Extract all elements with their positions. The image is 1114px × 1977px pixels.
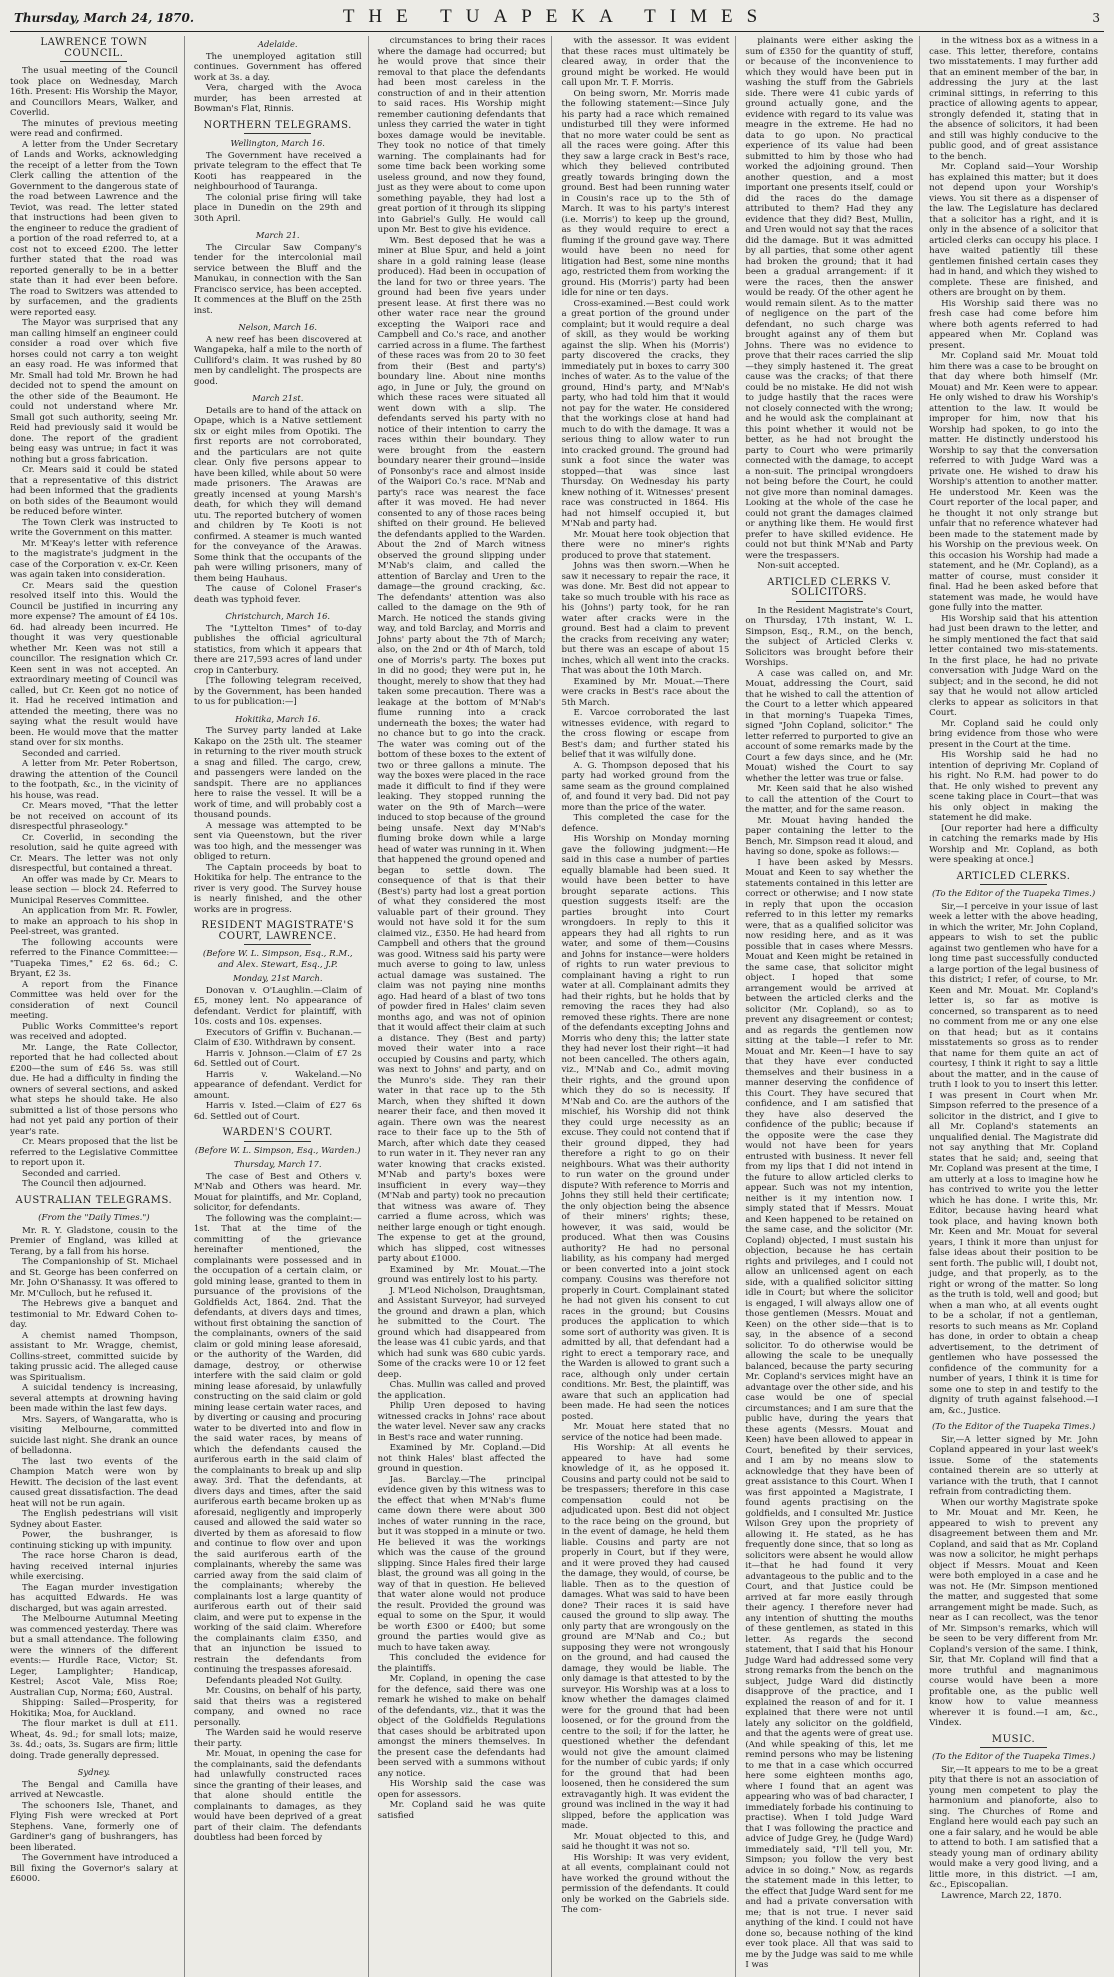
article-paragraph: In the Resident Magistrate's Court, on Thursday, 17th instant, W. L. Simpson, Esq., R.M., on the bench, the subject of Articled Clerks v. Solicitors was brought before their Worships. [745, 605, 914, 668]
article [378, 36, 546, 1821]
article-paragraph: Shipping: Sailed—Prosperity, for Hokitika; Moa, for Auckland. [10, 1698, 178, 1719]
article-paragraph: Cr. Mears said it could be stated that a representative of this district had been informed that the gradients on both sides of the Beaumont would be reduced before winter. [10, 465, 178, 517]
article-paragraph: Public Works Committee's report was received and adopted. [10, 1021, 178, 1042]
article-paragraph: Mr. Lange, the Rate Collector, reported that he had collected about £200—the sum of £46 5s. was still due. He had a difficulty in finding the owners of several sections, and asked what steps he should take. He also submitted a list of those persons who had not yet paid any portion of their year's rate. [10, 1042, 178, 1137]
article-paragraph: Cr. Mears said the question resolved itself into this. Would the Council be justified in incurring any more expense? The amount of £4 10s. 6d. had already been incurred. He thought it was very questionable whether Mr. Keen was not still a councillor. The resignation which Cr. Keen sent in was not accepted. An extraordinary meeting of Council was called, but Cr. Keen got no notice of it. Had he received intimation and attended the meeting, there was no saying what the result would have been. He would move that the matter stand over for six months. [10, 580, 178, 748]
article-paragraph: The Circular Saw Company's tender for the intercolonial mail service between the Bluff and the Manukau, in connection with the San Francisco service, has been accepted. It commences at the Bluff on the 25th inst. [193, 242, 362, 316]
article-paragraph: The schooners Isle, Thanet, and Flying Fish were wrecked at Port Stephens. Vane, formerly one of Gardiner's gang of bushrangers, has been liberated. [10, 1800, 178, 1853]
article-heading: NORTHERN TELEGRAMS. [203, 119, 352, 131]
article-paragraph: An application from Mr. R. Fowler, to make an approach to his shop in Peel-street, was granted. [10, 906, 178, 937]
article-paragraph: in the witness box as a witness in a case. This letter, therefore, contains two misstatements. I may further add that an eminent member of the bar, in addressing the jury at the last criminal sittings, in referring to this practice of allowing agents to appear, strongly defended it, stating that in the absence of solicitors, it had been and still was highly conducive to the public good, and of great assistance to the bench. [929, 36, 1098, 162]
article-paragraph: Cross-examined.—Best could work a great portion of the ground under complaint; but it would require a deal of skill, as they would be working against the slip. When his (Morris') party discovered the cracks, they immediately put in boxes to carry 300 inches of water. As to the value of the ground, Hind's party, and M'Nab's party, who had told him that it would not pay for the water. He considered that the workings close at hand had much to do with the damage. It was a serious thing to allow water to run into cracked ground. The ground had sunk a foot since the water was stopped—that was since last Thursday. On Wednesday his party knew nothing of it. Witnesses' present race was constructed in 1864. His had not himself occupied it, but M'Nab and party had. [561, 298, 730, 529]
article-paragraph: This concluded the evidence for the plaintiffs. [377, 1653, 546, 1674]
article-paragraph: A message was attempted to be sent via Queenstown, but the river was too high, and the messenger was obliged to return. [193, 820, 362, 862]
article [194, 393, 362, 605]
column-2 [194, 36, 369, 1977]
article-paragraph: Chas. Mullin was called and proved the application. [377, 1380, 546, 1401]
article-paragraph: The Mayor was surprised that any man calling himself an engineer could consider a road over which five horses could not carry a ton weight an easy road. He was informed that Mr. Small had told Mr. Brown he had decided not to spend the amount on the other side of the Beaumont. He could not understand where Mr. Small got such authority, seeing Mr. Reid had previously said it would be done. The report of the gradient being easy was untrue; in fact it was nothing but a gross fabrication. [10, 318, 178, 465]
article-paragraph: The Eagan murder investigation has acquitted Edwards. He was discharged, but was again arrested. [10, 1582, 178, 1614]
article-paragraph: The Companionship of St. Michael and St. George has been conferred on Mr. John O'Shanassy. It was offered to Mr. M'Culloch, but he refused it. [10, 1257, 178, 1299]
article-paragraph: His Worship: At all events he appeared to have had some knowledge of it, as he opposed it. Cousins and party could not be said to be trespassers; therefore in this case compensation could not be adjudicated upon. Best did not object to the race being on the ground, but in the event of damage, he held them liable. Cousins and party are not properly in Court, but if they were, and it were proved they had caused the damage, they would, of course, be liable. Then as to the question of damages. What was said to have been done? Their races it is said have caused the ground to slip away. The only party that are wrongously on the ground are M'Nab and Co.; but supposing they were not wrongously on the ground, and had caused the damage, they would be liable. The only damage is that attested to by the surveyor. His Worship was at a loss to know whether the damages claimed were for the ground that had been loosened, or for the ground from the centre to the soil; if for the latter, he questioned whether the defendant would not give the amount claimed for the number of cubic yards; if only for the ground that had been loosened, then he considered the sum extravagantly high. It was evident the ground was inclined in the way it had slipped, before the application was made. [561, 1443, 730, 1831]
article-paragraph: Harris v. Johnson.—Claim of £7 2s 6d. Settled out of Court. [193, 1048, 362, 1069]
article-paragraph: The "Lyttelton Times" of to-day publishes the official agricultural statistics, from which it appears that there are 217,593 acres of land under crop in Canterbury. [193, 623, 362, 676]
article-paragraph: Sir,—I perceive in your issue of last week a letter with the above heading, in which the writer, Mr. John Copland, appears to wish to set the public against two gentlemen who have for a long time past successfully conducted a large portion of the legal business of this district; I refer, of course, to Mr. Keen and Mr. Mouat. Mr. Copland's letter is, so far as motive is concerned, so transparent as to need no comment from me or any one else on that head; but as it contains misstatements so gross as to render that name for them quite an act of courtesy, I think it right to say a little about the matter, and in the cause of truth I look to you to insert this letter. I was present in Court when Mr. Simpson referred to the presence of a solicitor in the district, and I give to all Mr. Copland's statements an unqualified denial. The Magistrate did not say anything that Mr. Copland states that he said; and, seeing that Mr. Copland was present at the time, I am utterly at a loss to imagine how he has contrived to write you the letter which he has done. I write this, Mr. Editor, because having heard what took place, and having known both Mr. Keen and Mr. Mouat for several years, I think it more than unjust for false ideas about their position to be sent forth. The public will, I doubt not, judge, and that properly, as to the right or wrong of the matter. So long as the truth is told, well and good; but when a man who, at all events ought to be a scholar, if not a gentleman, resorts to such means as Mr. Copland has done, in order to obtain a cheap advertisement, to the detriment of gentlemen who have possessed the confidence of the community for a number of years, I think it is time for some one to step in and testify to the dignity of truth against falsehood.—I am, &c., Justice. [929, 901, 1098, 1416]
heading-rule [796, 601, 863, 602]
article-paragraph: Johns was then sworn.—When he saw it necessary to repair the race, it was done. Mr. Best did not appear to take so much trouble with his race as his (Johns') party took, for he ran water after cracks were in the ground. Best had a claim to prevent the cracks from receiving any water; but there was an escape of about 15 inches, which all went into the cracks. That was about the 10th March. [561, 561, 730, 676]
article [194, 714, 362, 916]
article-heading: MUSIC. [991, 1733, 1036, 1745]
article-dateline: March 21st. [252, 393, 304, 403]
article-paragraph: The unemployed agitation still continues. Government has offered work at 3s. a day. [193, 51, 362, 83]
article-paragraph: Mr. Copland said he was quite satisfied [377, 1800, 546, 1821]
article-paragraph: His Worship: It was very evident, at all events, complainant could not have worked the ground without the permission of the defendants. It could only be worked on the Gabriels side. The com- [561, 1852, 730, 1915]
article-columns [10, 36, 1104, 1970]
article-paragraph: [The following telegram received, by the Government, has been handed to us for publication:—] [193, 676, 362, 707]
article [561, 36, 729, 1916]
article [10, 1767, 178, 1885]
article-paragraph: Mr. Mouat here took objection that there were no miner's rights produced to prove that statement. [561, 529, 730, 561]
article-paragraph: The usual meeting of the Council took place on Wednesday, March 16th. Present: His Worship the Mayor, and Councillors Mears, Walker, and Coverlid. [10, 66, 178, 118]
article-paragraph: Sir,—It appears to me to be a great pity that there is not an association of young men competent to play the harmonium and pianoforte, also to sing. The Churches of Rome and England here would each pay such an one a fair salary, and he would be able to attend to both. I am satisfied that a steady young man of ordinary ability would make a very good living, and a little more, in this district. —I am, &c., Episcopalian. [929, 1764, 1098, 1890]
article-heading: WARDEN'S COURT. [222, 1127, 333, 1138]
article-paragraph: Power, the bushranger, is continuing sticking up with impunity. [10, 1530, 178, 1551]
article-paragraph: The Bengal and Camilla have arrived at Newcastle. [10, 1779, 178, 1800]
article-paragraph: Mrs. Sayers, of Wangaratta, who is visiting Melbourne, committed suicide last night. She drank an ounce of belladonna. [10, 1414, 178, 1456]
article-paragraph: circumstances to bring their races where the damage had occurred; but he would prove that since their removal to that place the defendants had been most careless in the construction of and in their attention to said races. His Worship might remember cautioning defendants that unless they carried the water in tight boxes damage would be inevitable. They took no notice of that timely warning. The complainants had for some time back been working some useless ground, and now they found, just as they were about to come upon something payable, they had lost a great portion of it through its slipping into Gabriel's Gully. He would call upon Mr. Best to give his evidence. [377, 36, 546, 235]
article-paragraph: His Worship said he had no intention of depriving Mr. Copland of his right. No R.M. had power to do that. He only wished to prevent any scene taking place in Court—that was his only object in making the statement he did make. [929, 750, 1098, 823]
article-paragraph: Cr. Mears moved, "That the letter be not received on account of its disrespectful phraseology." [10, 801, 178, 832]
article-paragraph: Wm. Best deposed that he was a miner at Blue Spur, and held a joint share in a gold raining lease (lease produced). Had been in occupation of the land for two or three years. The ground had been five years under present lease. At first there was no other water race near the ground excepting the Waipori race and Campbell and Co.'s race, and another carried across in a flume. The farthest of these races was from 20 to 30 feet from their (Best and party's) boundary line. About nine months ago, in June or July, the ground on which these races were situated all went down with a slip. The defendants served his party with no notice of their intention to carry the races within their boundary. They were brought from the eastern boundary nearer their ground—inside of Ponsonby's race and almost inside of the Waipori Co.'s race. M'Nab and party's race was nearest the face after it was moved. He had never consented to any of those races being shifted on their ground. He believed the defendants applied to the Warden. About the 2nd of March witness observed the ground slipping under M'Nab's claim, and called the attention of Barclay and Uren to the damage—the ground cracking, &c. The defendants' attention was also called to the damage on the 9th of March. He noticed the stands giving way, and told Barclay, and Morris and Johns' party about the 7th of March; also, on the 2nd or 4th of March, told one of Morris's party. The boxes put in did no good; they were put in, he thought, merely to show that they had taken some precaution. There was a leakage at the bottom of M'Nab's flume running into a crack underneath the boxes; the water had no chance but to go into the crack. The water was coming out of the bottom of these boxes to the extent of two or three gallons a minute. The way the boxes were placed in the race made it difficult to find if they were leaking. They stopped running the water on the 9th of March—were induced to stop because of the ground being unsafe. Next day M'Nab's fluming broke down while a large head of water was running in it. When that happened the ground opened and began to settle down. The consequence of that is that their (Best's) party had lost a great portion of what they considered the most valuable part of their ground. They would not have sold it for the sum claimed viz., £350. He had heard from Campbell and others that the ground was good. Witness said his party were much averse to going to law, unless actual damage was sustained. The claim was not paying nine months ago. Had heard of a blast of two tons of powder fired in Hales' claim seven months ago, and was not of opinion that it would affect their claim at such a distance. They (Best and party) moved their water into a race occupied by Cousins and party, which was next to Johns' and party, and on the Munro's side. They ran their water in that race up to the 5th March, when they shifted it down nearer their face, and then moved it again. There own was the nearest race to their face up to the 5th of March, after which date they ceased to run water in it. They never ran any water knowing that cracks existed. M'Nab and party's boxes were insufficient in every way—they (M'Nab and party) took no precaution that witness was aware of. They carried a flume across, which was neither large enough or tight enough. The expense to get at the ground, which has slipped, cost witnesses party about £1000. [377, 235, 546, 1264]
article-paragraph: Examined by Mr. Copland.—Did not think Hales' blast affected the ground in question. [377, 1443, 546, 1474]
article-heading: LAWRENCE TOWN COUNCIL. [40, 37, 148, 59]
article-paragraph: This completed the case for the defence. [561, 813, 730, 834]
article-paragraph: with the assessor. It was evident that these races must ultimately be cleared away, in order that the ground might be worked. He would call upon Mr. T. F. Morris. [561, 36, 730, 88]
article-paragraph: The Captain proceeds by boat to Hokitika for help. The entrance to the river is very good. The Survey house is nearly finished, and the other works are in progress. [193, 862, 362, 915]
article-subheading: (To the Editor of the Tuapeka Times.) [931, 1422, 1096, 1432]
article-paragraph: plainants were either asking the sum of £350 for the quantity of stuff, or because of the inconvenience to which they would have been put in washing the stuff from the Gabriels side. There were 41 cubic yards of ground actually gone, and the evidence with regard to its value was meagre in the extreme. He had no data to go upon. No practical experience of its value had been submitted to him by those who had worked the adjoining ground. Then another question, and a most important one presents itself, could or did the races do the damage attributed to them? Had they any evidence that they did? Best, Mullin, and Uren would not say that the races did the damage. But it was admitted by all parties, that some other agent had broken the ground; that it had been a gradual arrangement: if it were the races, then the answer would be ready. Of the other agent he would remain silent. As to the matter of negligence on the part of the defendant, no such charge was brought against any of them but Johns. There was no evidence to prove that their races carried the slip—they simply hastened it. The great cause was the cracks; of that there could be no mistake. He did not wish to judge hastily that the races were not closely connected with the wrong; and he would ask the complainant at this point whether it would not be better, as he had not brought the party to Court who were primarily connected with the damage, to accept a non-suit. The principal wrongdoers not being before the Court, he could not give more than nominal damages. Looking at the whole of the case he could not grant the damages claimed or anything like them. He would first prefer to have skilled evidence. He could not but think M'Nab and Party were the trespassers. [745, 36, 914, 561]
article-paragraph: A new reef has been discovered at Wangapeka, half a mile to the north of Culliford's claim. It was rushed by 80 men by candlelight. The prospects are good. [193, 334, 362, 387]
article-paragraph: The race horse Charon is dead, having received internal injuries while exercising. [10, 1551, 178, 1582]
article-paragraph: Cr. Mears proposed that the list be referred to the Legislative Committee to report upon it. [10, 1137, 178, 1168]
article-paragraph: A case was called on, and Mr. Mouat, addressing the Court, said that he wished to call the attention of the Court to a letter which appeared in that morning's Tuapeka Times, signed "John Copland, solicitor." The letter referred to purported to give an account of some remarks made by the Court a few days since, and he (Mr. Mouat) wished the Court to say whether the letter was true or false. [745, 668, 914, 784]
article [194, 322, 362, 387]
article [194, 121, 362, 225]
article-paragraph: The Government have received a private telegram to the effect that Te Kooti has reappeared in the neighbourhood of Tauranga. [193, 150, 362, 192]
article-paragraph: Harris v. Isted.—Claim of £27 6s 6d. Settled out of Court. [193, 1101, 362, 1122]
heading-rule [244, 1141, 311, 1142]
article-paragraph: The following was the complaint:—1st. That at the time of the committing of the grievance hereinafter mentioned, the complainants were possessed and in the occupation of a certain claim, or gold mining lease, granted to them in pursuance of the provisions of the Goldfields Act, 1864. 2nd. That the defendants, at divers days and times, without first obtaining the sanction of the complainants, owners of the said claim or gold mining lease aforesaid, or the authority of the Warden, did damage, destroy, or otherwise interfere with the said claim or gold mining lease aforesaid, by unlawfully constructing on the said claim or gold mining lease certain water races, and by diverting or causing and procuring water to be diverted into and flow in the said water races, by means of which the defendants caused the auriferous earth in the said claim of the complainants to break up and slip away. 3rd. That the defendants, at divers days and times, after the said auriferous earth became broken up as aforesaid, negligently and improperly caused and allowed the said water so diverted by them as aforesaid to flow and continue to flow over and upon the said auriferous earth of the complainants, whereby the same was carried away from the said claim of the complainants; whereby the complainants lost a large quantity of auriferous earth out of their said claim, and were put to expense in the working of the said claim. Wherefore the complainants claim £350, and that an injunction be issued to restrain the defendants from continuing the trespasses aforesaid. [193, 1213, 362, 1675]
article-paragraph: Mr. Mouat here stated that no service of the notice had been made. [561, 1422, 730, 1443]
article-paragraph: Seconded and carried. [22, 748, 121, 759]
article [745, 36, 913, 572]
article-paragraph: The Survey party landed at Lake Kakapo on the 25th ult. The steamer in returning to the river mouth struck a snag and filled. The cargo, crew, and passengers were landed on the sandspit. There are no appliances here to raise the vessel. It will be a work of time, and will probably cost a thousand pounds. [193, 726, 362, 820]
article [10, 38, 178, 1190]
article-paragraph: The flour market is dull at £11. Wheat, 4s. 9d.; for small lots; maize, 3s. 4d.; oats, 3s. Sugars are firm; little doing. Trade generally depressed. [10, 1719, 178, 1761]
article-paragraph: The colonial prise firing will take place in Dunedin on the 29th and 30th April. [193, 192, 362, 224]
article-paragraph: On being sworn, Mr. Morris made the following statement:—Since July his party had a race which remained undisturbed till they were informed that no more water could be sent as all the races were going. After this they saw a large crack in Best's race, which they believed contributed greatly towards bringing down the ground. Best had been running water in Cousin's race up to the 5th of March. It was to his party's interest (i.e. Morris') to keep up the ground, as they would require to erect a fluming if the ground gave way. There would have been no need for litigation had Best, some nine months ago, restricted them from working the ground. His (Morris') party had been idle for nine or ten days. [561, 88, 730, 298]
article-paragraph: I have been asked by Messrs. Mouat and Keen to say whether the statements contained in this letter are correct or otherwise; and I now state in reply that upon the occasion referred to in this letter my remarks were, that as a qualified solicitor was now residing here, and as it was possible that in cases where Messrs. Mouat and Keen might be retained in the same case, that solicitor might object. I hoped that some arrangement would be arrived at between the articled clerks and the solicitor (Mr. Copland), so as to prevent any disagreement or contest; and as regards the gentlemen now sitting at the table—I refer to Mr. Mouat and Mr. Keen—I have to say that they have ever conducted themselves and their business in a manner deserving the confidence of this Court. They have secured that confidence, and I am satisfied that they have also deserved the confidence of the public; because if the opposite were the case they would not have been for years entrusted with business. It never fell from my lips that I did not intend in the future to allow articled clerks to appear. Such was not my intention, neither is it my intention now. I simply stated that if Messrs. Mouat and Keen happened to be retained on the same case, and the solicitor (Mr. Copland) objected, I must sustain his objection, because he has certain rights and privileges, and I could not allow an unlicensed agent on each side, with a qualified solicitor sitting idle in Court; but where the solicitor is engaged, I will always allow one of those gentlemen (Messrs. Mouat and Keen) on the other side—that is to say, in the absence of a second solicitor. To do otherwise would be allowing the scale to be unequally balanced, because the party securing Mr. Copland's services might have an advantage over the other side, and his case would be one of special circumstances; and I am sure that the public have, during the years that these agents (Messrs. Mouat and Keen) have been allowed to appear in Court, benefited by their services, and I am by no means slow to acknowledge that they have been of great assistance to this Court. When I was first appointed a Magistrate, I found agents practising on the goldfields, and I consulted Mr. Justice Wilson Grey upon the propriety of allowing it. He stated, as he has frequently done since, that so long as solicitors were absent he would allow it—that he had found it very advantageous to the public and to the Court, and that Justice could be arrived at far more easily through their agency. I therefore never had any intention of shutting the mouths of these gentlemen, as stated in this letter. As regards the second statement, that I said that his Honour Judge Ward had addressed some very strong remarks from the bench on the subject, Judge Ward did distinctly disapprove of the practice, and I explained the reason of and for it. I explained that there were not until lately any solicitor on the goldfield, and that the agents were of great use. (And while speaking of this, let me remind persons who may be listening to me that in a case which occurred here some eighteen months ago, where I found that an agent was appearing who was of bad character, I immediately forbade his continuing to practise). When I told Judge Ward that I was following the practice and advice of Judge Grey, he (Judge Ward) immediately said, "I'll tell you, Mr. Simpson; you follow the very best advice in so doing." Now, as regards the statement made in this letter, to the effect that Judge Ward sent for me and had a private conversation with me; that is not true. I never said anything of the kind. I could not have done so, because nothing of the kind ever took place. All that was said to me by the Judge was said to me while I was [745, 857, 914, 1970]
article-paragraph: E. Varcoe corroborated the last witnesses evidence, with regard to the cross flowing or escape from Best's dam; and further stated his belief that it was wilfully done. [561, 708, 730, 760]
article-paragraph: Seconded and carried. [22, 1168, 121, 1179]
article-dateline: Monday, 21st March. [232, 973, 323, 983]
column-1 [10, 36, 185, 1977]
article-subheading: (To the Editor of the Tuapeka Times.) [931, 1752, 1096, 1762]
column-5 [745, 36, 920, 1977]
article-subheading: (Before W. L. Simpson, Esq., R.M., and Alex. Stewart, Esq., J.P. [202, 949, 353, 970]
article-paragraph: Mr. Copland said—Your Worship has explained this matter; but it does not depend upon your Worship's views. You sit there as a dispenser of the law. The Legislature has declared that a solicitor has a right, and it is only in the absence of a solicitor that articled clerks can occupy his place. I have waited patiently till these gentlemen finished certain cases they had in hand, and which they wished to complete. These are finished, and others are brought on by them. [929, 162, 1098, 298]
article-dateline: Adelaide. [257, 39, 298, 49]
article-paragraph: The English pedestrians will visit Sydney about Easter. [10, 1509, 178, 1530]
article-dateline: Thursday, March 17. [233, 1159, 322, 1169]
article-paragraph: His Worship said the case was open for assessors. [377, 1779, 546, 1800]
article [194, 921, 362, 1122]
article-paragraph: Sir,—A letter signed by Mr. John Copland appeared in your last week's issue. Some of the statements contained therein are so utterly at variance with the truth, that I cannot refrain from contradicting them. [929, 1434, 1098, 1497]
article-paragraph: Non-suit accepted. [757, 561, 840, 571]
page-number: 3 [1092, 11, 1100, 25]
article-paragraph: A. G. Thompson deposed that his party had worked ground from the same seam as the ground complained of, and found it very bad. Did not pay more than the price of the water. [561, 760, 730, 813]
article-paragraph: Lawrence, March 22, 1870. [941, 1890, 1062, 1901]
article-dateline: Wellington, March 16. [230, 138, 325, 148]
article-paragraph: The Council then adjourned. [22, 1179, 147, 1189]
article-paragraph: Jas. Barclay.—The principal evidence given by this witness was to the effect that when M'Nab's flume came down there were about 300 inches of water running in the race, but it was stopped in a minute or two. He believed it was the workings which was the cause of the ground slipping. Since Hales fired their large blast, the ground was all going in the way of that in question. He believed that water alone would not produce the result. Provided the ground was equal to some on the Spur, it would be worth £300 or £400; but some ground the parties would give as much to have taken away. [377, 1474, 546, 1653]
article-paragraph: Harris v. Wakeland.—No appearance of defendant. Verdict for amount. [193, 1069, 362, 1101]
article [745, 578, 913, 1971]
article-paragraph: Mr. Mouat having handed the paper containing the letter to the Bench, Mr. Simpson read it aloud, and having so done, spoke as follows:— [745, 815, 914, 857]
article-subheading: (From the "Daily Times.") [38, 1213, 150, 1223]
article-dateline: Nelson, March 16. [238, 322, 318, 332]
article-paragraph: The cause of Colonel Fraser's death was typhoid fever. [193, 584, 362, 605]
article-paragraph: His Worship said that his attention had just been drawn to the letter, and he simply mentioned the fact that said letter contained two mis-statements. In the first place, he had no private conversation with Judge Ward on the subject; and in the second, he did not say that he would not allow articled clerks to appear as solicitors in that Court. [929, 613, 1098, 718]
article [929, 36, 1098, 866]
article [194, 230, 362, 316]
article-paragraph: The Melbourne Autumnal Meeting was commenced yesterday. There was but a small attendance. The following were the winners of the different events:— Hurdle Race, Victor; St. Leger, Lamplighter; Handicap, Kestrel; Ascot Vale, Miss Roe; Australian Cup, Norma; £60, Austral. [10, 1614, 178, 1698]
article-paragraph: The Government have introduced a Bill fixing the Governor's salary at £6000. [10, 1853, 178, 1884]
article-paragraph: J. M'Leod Nicholson, Draughtsman, and Assistant Surveyor, had surveyed the ground and drawn a plan, which he submitted to the Court. The ground which had disappeared from the lease was 41 cubic yards, and that which had sunk was 680 cubic yards. Some of the cracks were 10 or 12 feet deep. [377, 1285, 546, 1380]
article-paragraph: The Warden said he would reserve their party. [193, 1728, 362, 1749]
article-paragraph: Mr. Mouat objected to this, and said he thought it was not so. [561, 1831, 730, 1852]
article-paragraph: Donovan v. O'Laughlin.—Claim of £5, money lent. No appearance of defendant. Verdict for plaintiff, with 10s. costs and 10s. expenses. [193, 985, 362, 1027]
article-dateline: Hokitika, March 16. [235, 713, 321, 724]
article-heading: ARTICLED CLERKS. [956, 870, 1071, 882]
article-paragraph: Mr. Copland said Mr. Mouat told him there was a case to be brought on that day where both himself (Mr. Mouat) and Mr. Keen were to appear. He only wished to draw his Worship's attention to the law. It would be improper for him, now that his Worship had spoken, to go into the matter. He distinctly understood his Worship to say that the conversation referred to with Judge Ward was a private one. He wished to draw his Worship's attention to another matter. He understood Mr. Keen was the Court reporter of the local paper, and he thought it not only strange but unfair that no reference whatever had been made to the statement made by his Worship on the previous week. On this occasion his Worship had made a statement, and he (Mr. Copland), as a matter of course, must consider it final. Had he been asked before that statement was made, he would have gone fully into the matter. [929, 351, 1098, 613]
article-paragraph: Examined by Mr. Mouat.—The ground was entirely lost to his party. [377, 1264, 546, 1285]
masthead [10, 6, 1104, 32]
article-dateline: Christchurch, March 16. [225, 611, 331, 621]
article-heading: ARTICLED CLERKS V. SOLICITORS. [767, 576, 892, 598]
article-paragraph: Vera, charged with the Avoca murder, has been arrested at Bowman's Flat, Rinnis. [193, 83, 362, 114]
article [194, 1128, 362, 1844]
article-paragraph: Executors of Griffin v. Buchanan.—Claim of £30. Withdrawn by consent. [193, 1027, 362, 1048]
article [194, 611, 362, 708]
article [929, 1422, 1098, 1729]
article-paragraph: An offer was made by Cr. Mears to lease section — block 24. Referred to Municipal Reserves Committee. [10, 874, 178, 906]
article-dateline: Sydney. [77, 1767, 111, 1777]
article-paragraph: A report from the Finance Committee was held over for the consideration of next Council meeting. [10, 979, 178, 1021]
article-paragraph: The following accounts were referred to the Finance Committee:— "Tuapeka Times," £2 6s. 6d.; C. Bryant, £2 3s. [10, 937, 178, 979]
article-subheading: (To the Editor of the Tuapeka Times.) [931, 889, 1096, 899]
article-paragraph: Philip Uren deposed to having witnessed cracks in Johns' race about the water level. Never saw any cracks in Best's race and water running. [377, 1401, 546, 1443]
article-paragraph: Defendants pleaded Not Guilty. [205, 1675, 343, 1686]
article-paragraph: A suicidal tendency is increasing, several attempts at drowning having been made within the last few days. [10, 1383, 178, 1414]
article [929, 872, 1098, 1417]
heading-rule [980, 884, 1048, 885]
article [10, 1196, 178, 1762]
article-paragraph: Details are to hand of the attack on Opape, which is a Native settlement six or eight miles from Opotiki. The first reports are not corroborated, and the particulars are not quite clear. Only five persons appear to have been killed, while about 50 were made prisoners. The Arawas are greatly incensed at young Marsh's death, for which they will demand utu. The reported butchery of women and children by Te Kooti is not confirmed. A steamer is much wanted for the conveyance of the Arawas. Some think that the occupants of the pah were willing prisoners, many of them being Hauhaus. [193, 405, 362, 584]
column-3 [378, 36, 553, 1977]
article-paragraph: Mr. M'Keay's letter with reference to the magistrate's judgment in the case of the Corporation v. ex-Cr. Keen was again taken into consideration. [10, 538, 178, 580]
article-paragraph: The Town Clerk was instructed to write the Government on this matter. [10, 517, 178, 538]
article-paragraph: Cr. Coverlid, in seconding the resolution, said he quite agreed with Cr. Mears. The letter was not only disrespectful, but contained a threat. [10, 832, 178, 874]
article [194, 39, 362, 115]
issue-date: Thursday, March 24, 1870. [14, 11, 195, 25]
column-4 [561, 36, 736, 1977]
article-paragraph: Examined by Mr. Mouat.—There were cracks in Best's race about the 5th March. [561, 676, 730, 708]
article-paragraph: The last two events of the Champion Match were won by Hewitt. The decision of the last event caused great dissatisfaction. The dead heat will not be run again. [10, 1456, 178, 1509]
article-paragraph: A letter from the Under Secretary of Lands and Works, acknowledging the receipt of a letter from the Town Clerk calling the attention of the Government to the dangerous state of the road between Lawrence and the Teviot, was read. The letter stated that instructions had been given to the engineer to reduce the gradient of a portion of the road referred to, at a cost not to exceed £200. The letter further stated that the road was reported generally to be in a better state than it had ever been before. The road to Switzers was attended to by surfacemen, and the gradients were reported easy. [10, 139, 178, 318]
article-paragraph: When our worthy Magistrate spoke to Mr. Mouat and Mr. Keen, he appeared to wish to prevent any disagreement between them and Mr. Copland, and said that as Mr. Copland was now a solicitor, he might perhaps object if Messrs. Mouat and Keen were both employed in a case and he was not. He (Mr. Simpson mentioned the matter, and suggested that some arrangement might be made. Such, as near as I can recollect, was the tenor of Mr. Simpson's remarks, which will be seen to be very different from Mr. Copland's version of the same. I think, Sir, that Mr. Copland will find that a more truthful and magnanimous course would have been a more profitable one, as the public well know how to value meanness wherever it is found.—I am, &c., Vindex. [929, 1497, 1098, 1728]
article-paragraph: A letter from Mr. Peter Robertson, drawing the attention of the Council to the footpath, &c., in the vicinity of his house, was read. [10, 759, 178, 801]
article-paragraph: The case of Best and Others v. M'Nab and Others was heard. Mr. Mouat for plaintiffs, and Mr. Copland, solicitor, for defendants. [193, 1171, 362, 1213]
article-paragraph: Mr. Cousins, on behalf of his party, said that theirs was a registered company, and owned no race personally. [193, 1686, 362, 1728]
heading-rule [244, 133, 311, 134]
article-paragraph: [Our reporter had here a difficulty in catching the remarks made by His Worship and Mr. Copland, as both were speaking at once.] [929, 823, 1098, 865]
article [929, 1735, 1098, 1902]
column-6 [929, 36, 1104, 1977]
article-paragraph: Mr. Mouat, in opening the case for the complainants, said the defendants had unlawfully constructed races since the granting of their leases, and that alone should entitle the complainants to damages, as they would have been deprived of a great part of their claim. The defendants doubtless had been forced by [193, 1749, 362, 1843]
article-paragraph: A chemist named Thompson, assistant to Mr. Wragge, chemist, Collins-street, committed suicide by taking prussic acid. The alleged cause was Spiritualism. [10, 1330, 178, 1383]
article-paragraph: The Hebrews give a banquet and testimonial to Mr. Edward Cohen to-day. [10, 1299, 178, 1330]
article-subheading: (Before W. L. Simpson, Esq., Warden.) [194, 1145, 361, 1156]
article-paragraph: The minutes of previous meeting were read and confirmed. [10, 118, 178, 139]
article-heading: RESIDENT MAGISTRATE'S COURT, LAWRENCE. [201, 920, 355, 942]
article-paragraph: Mr. Copland said he could only bring evidence from those who were present in the Court at the time. [929, 718, 1098, 750]
heading-rule [60, 61, 127, 62]
article-paragraph: His Worship on Monday morning gave the following judgment:—He said in this case a number of parties equally blamable had been sued. It would have been better to have brought separate actions. This question suggests itself: are the parties brought into Court wrongdoers. In reply to this it appears they had all rights to run water, and some of them—Cousins and Johns for instance—were holders of rights to run water previous to complainant having a right to run water at all. Complainant admits they had their rights, but he holds that by removing the races they had also removed these rights. There are none of the defendants excepting Johns and Morris who deny this; the latter state they had never lost their right—it had not been cancelled. The others again, viz., M'Nab and Co., admit moving their rights, and the ground upon which they do so is necessity. If M'Nab and Co. are the authors of the mischief, his Worship did not think they could urge necessity as an excuse. They could not contend that if their ground dipped, they had therefore a right to go on their neighbours. What was their authority to run water on the ground under dispute? With reference to Morris and Johns they still held their certificate; the only objection being the absence of their miners' rights; these, however, it was said, would be produced. What then was Cousins authority? He had no personal liability, as his company had merged or been converted into a joint stock company. Cousins was therefore not properly in Court. Complainant stated he had not given his consent to cut races in the ground; but Cousins produces the application to which some sort of authority was given. It is admitted by all, that defendant had a right to erect a temporary race, and the Warden is allowed to grant such a race, although only under certain conditions. Mr. Best, the plaintiff, was aware that such an application had been made. He had seen the notices posted. [561, 834, 730, 1422]
article-paragraph: Mr. R. Y. Gladstone, cousin to the Premier of England, was killed at Terang, by a fall from his horse. [10, 1225, 178, 1257]
article-paragraph: Mr. Keen said that he also wished to call the attention of the Court to the matter, and for the same reason. [745, 784, 914, 815]
article-dateline: March 21. [255, 230, 300, 240]
article-paragraph: His Worship said there was no fresh case had come before him where both agents referred to had appeared when Mr. Copland was present. [929, 298, 1098, 351]
newspaper-title: THE TUAPEKA TIMES [342, 6, 772, 27]
heading-rule [60, 1208, 127, 1209]
article-paragraph: Mr. Copland, in opening the case for the defence, said there was one remark he wished to make on behalf of the defendants, viz., that it was the object of the Goldfields Regulations that cases should be arbitrated upon amongst the miners themselves. In the present case the defendants had been served with a summons without any notice. [377, 1674, 546, 1779]
article-heading: AUSTRALIAN TELEGRAMS. [15, 1194, 173, 1206]
heading-rule [980, 1747, 1048, 1748]
heading-rule [244, 944, 311, 945]
